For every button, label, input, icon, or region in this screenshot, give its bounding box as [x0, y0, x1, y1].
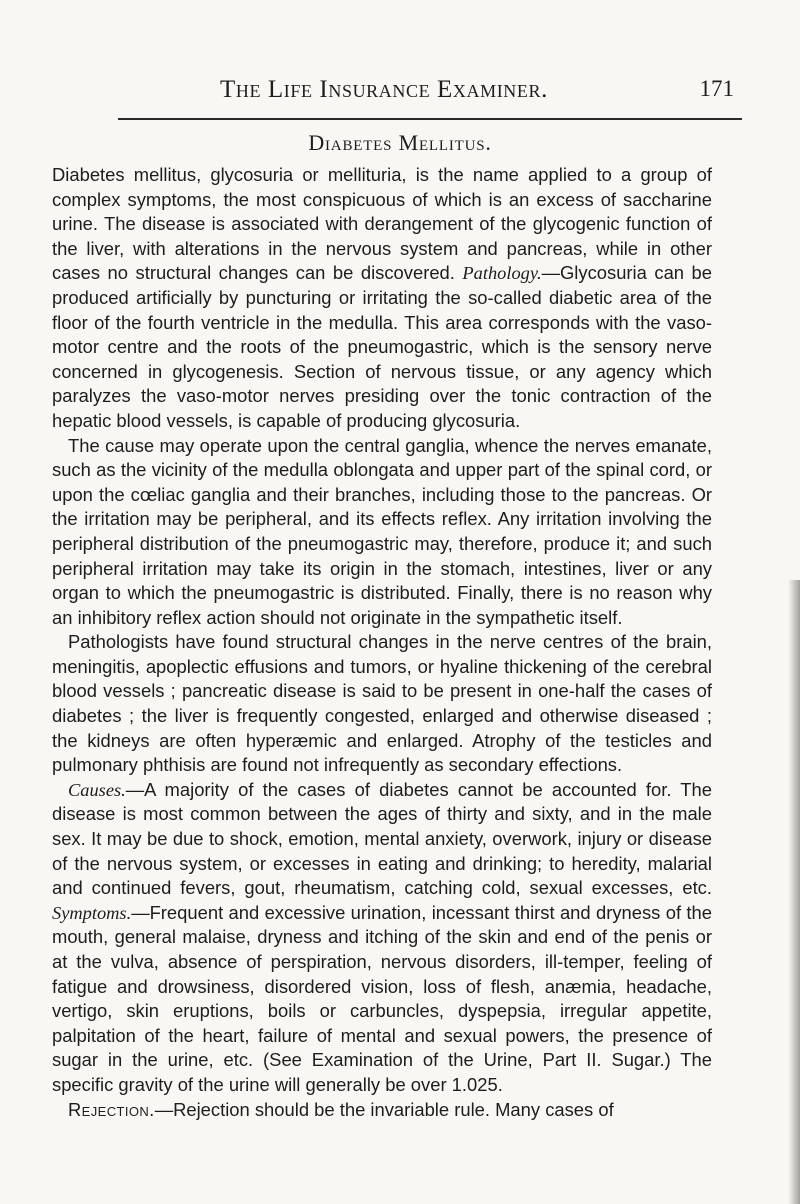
running-title: The Life Insurance Examiner. [220, 76, 548, 103]
paragraph-lead-symptoms: Symptoms. [52, 902, 132, 923]
paragraph-text: —Glycosuria can be produced artificially by puncturing or irritating the so-called diabetic area of the floor of the fourth ventricle in the medulla. This area corresponds with the vaso-motor centre and the roots of the pneumogastric, which is the sensory nerve concerned in glycogenesis. Section of nervous tissue, or any agency which paralyzes the vaso-motor nerves presiding over the tonic contraction of the hepatic blood vessels, is capable of producing glycosuria. [52, 262, 713, 431]
paragraph-cause [52, 434, 712, 631]
paragraph-text: The cause may operate upon the central ganglia, whence the nerves emanate, such as the vicinity of the medulla oblongata and upper part of the spinal cord, or upon the cœliac ganglia and their branches, including those to the pancreas. Or the irritation may be peripheral, and its effects reflex. Any irritation involving the peripheral distribution of the pneumogastric may, therefore, produce it; and such peripheral irritation may take its origin in the stomach, intestines, liver or any organ to which the pneumogastric is distributed. Finally, there is no reason why an inhibitory reflex action should not originate in the sympathetic itself. [52, 434, 712, 628]
paragraph-lead-rejection: Rejection. [68, 1098, 155, 1120]
page-number: 171 [699, 76, 734, 101]
paragraph-rejection [52, 1098, 712, 1123]
paragraph-text: —A majority of the cases of diabetes cannot be accounted for. The disease is most common between the ages of thirty and sixty, and in the male sex. It may be due to shock, emotion, mental anxiety, overwork, injury or disease of the nervous system, or excesses in eating and drinking; to heredity, malarial and continued fevers, gout, rheumatism, catching cold, sexual excesses, etc. [52, 778, 712, 899]
page-edge-shadow [788, 580, 800, 1204]
running-head [120, 76, 740, 106]
paragraph-lead-causes: Causes. [68, 779, 126, 800]
paragraph-intro [52, 163, 712, 434]
paragraph-text: Diabetes mellitus, glycosuria or mellituria, is the name applied to a group of complex symptoms, the most conspicuous of which is an excess of saccharine urine. The disease is associated with derangement of the glycogenic function of the liver, with alterations in the nervous system and pancreas, while in other cases no structural changes can be discovered. [52, 164, 712, 284]
header-rule [118, 118, 742, 120]
paragraph-causes-symptoms [52, 778, 712, 1098]
paragraph-text: Pathologists have found structural changes in the nerve centres of the brain, meningitis, apoplectic effusions and tumors, or hyaline thickening of the cerebral blood vessels ; pancreatic disease is said to be present in one-half the cases of diabetes ; the liver is frequently congested, enlarged and otherwise diseased ; the kidneys are often hyperæmic and enlarged. Atrophy of the testicles and pulmonary phthisis are found not infrequently as secondary effections. [52, 631, 712, 776]
paragraph-text: —Rejection should be the invariable rule. Many cases of [154, 1098, 614, 1120]
body-text [52, 163, 712, 1122]
section-title: Diabetes Mellitus. [308, 130, 492, 155]
paragraph-lead-pathology: Pathology. [462, 263, 542, 284]
paragraph-pathologists [52, 630, 712, 778]
paragraph-text: —Frequent and excessive urination, incessant thirst and dryness of the mouth, general malaise, dryness and itching of the skin and end of the penis or at the vulva, absence of perspiration, nervous disorders, ill-temper, feeling of fatigue and drowsiness, disordered vision, loss of flesh, anæmia, headache, vertigo, skin eruptions, boils or carbuncles, dyspepsia, irregular appetite, palpitation of the heart, failure of mental and sexual powers, the presence of sugar in the urine, etc. (See Examination of the Urine, Part II. Sugar.) The specific gravity of the urine will generally be over 1.025. [52, 901, 712, 1095]
